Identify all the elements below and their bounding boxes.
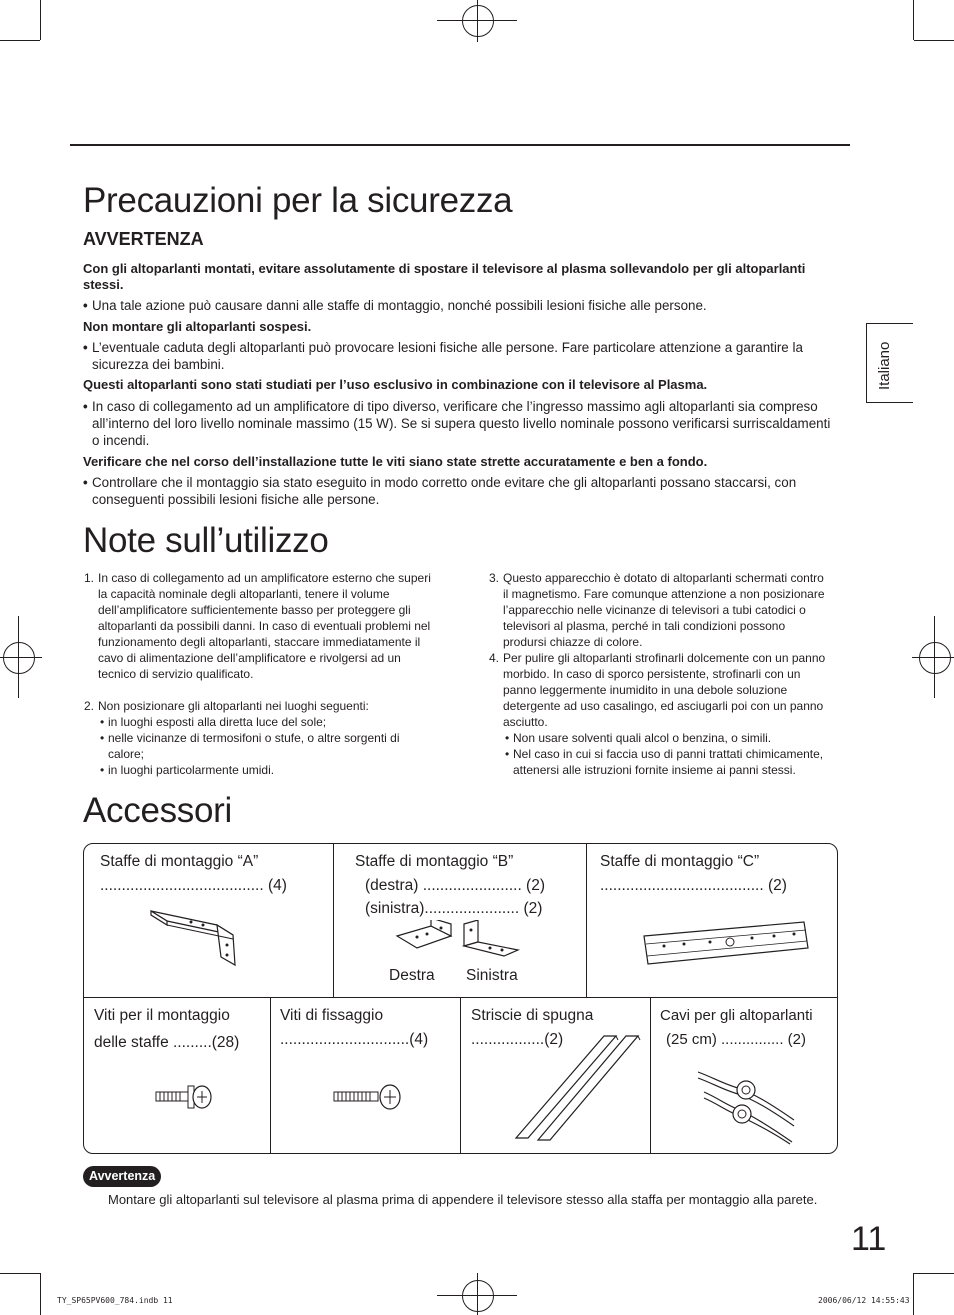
sponge-strips-icon (512, 1030, 642, 1146)
bracket-screws-qty: delle staffe .........(28) (94, 1034, 240, 1051)
bracket-c-icon (640, 918, 812, 970)
accessories-title: Accessori (83, 791, 233, 830)
speaker-cables-qty: (25 cm) ............... (2) (666, 1031, 807, 1048)
bullet: • (83, 399, 88, 414)
warning-3: Questi altoparlanti sono stati studiati per l’uso esclusivo in combinazione con il televisore al Plasma. (83, 377, 708, 392)
registration-mark (18, 616, 19, 698)
crop-mark (913, 1273, 914, 1315)
note-1: 1. In caso di collegamento ad un amplificatore esterno che superi la capacità nominale degli altoparlanti, tenere il volume dell’amplificatore sufficientemente basso per proteggere gli altoparlanti da possibili danni. In caso di eventuali problemi nel funzionamento degli altoparlanti, staccare immediatamente il cavo di alimentazione dell’amplificatore e rivolgersi ad un tecnico di servizio qualificato. (84, 571, 431, 681)
note-4: 4. Per pulire gli altoparlanti strofinarli dolcemente con un panno morbido. In caso di sporco persistente, strofinarli con un panno leggermente inumidito in una debole soluzione detergente ad uso casalingo, ed asciugarli poi con un panno asciutto. • Non usare solventi quali alcol o benzina, o simili. • Nel caso in cui si faccia uso di panni trattati chimicamente, attenersi alle istruzioni fornite insieme ai panni stessi. (489, 651, 826, 777)
crop-mark (40, 1273, 41, 1315)
speaker-cables-label: Cavi per gli altoparlanti (660, 1007, 813, 1024)
note-2: 2. Non posizionare gli altoparlanti nei luoghi seguenti: • in luoghi esposti alla diretta luce del sole; • nelle vicinanze di termosifoni o stufe, o altre sorgenti di calore; • in luoghi particolarmente umidi. (84, 699, 400, 777)
warning-2-detail: • L’eventuale caduta degli altoparlanti può provocare lesioni fisiche alle persone. Fare particolare attenzione a garantire la sicurezza dei bambini. (83, 340, 803, 372)
bullet: • (83, 298, 88, 313)
bracket-b-right-caption: Destra (389, 967, 435, 984)
speaker-cable-icon (694, 1058, 804, 1146)
language-label: Italiano (876, 341, 893, 390)
bullet: • (83, 475, 88, 490)
bracket-b-right-icon (393, 920, 455, 960)
registration-mark (919, 642, 951, 674)
safety-title: Precauzioni per la sicurezza (83, 181, 513, 220)
registration-mark (0, 657, 42, 658)
fixing-screw-icon (332, 1082, 404, 1112)
sponge-strips-qty: .................(2) (471, 1031, 564, 1048)
language-tab (866, 323, 913, 403)
bracket-a-icon (145, 905, 245, 971)
table-divider (650, 998, 651, 1153)
crop-mark (913, 0, 914, 40)
bracket-b-left-qty: (sinistra)...................... (2) (365, 900, 543, 917)
warning-1-detail: • Una tale azione può causare danni alle staffe di montaggio, nonché possibili lesioni fisiche alle persone. (83, 298, 707, 313)
crop-mark (40, 0, 41, 40)
caution-badge: Avvertenza (83, 1166, 161, 1187)
registration-mark (912, 657, 954, 658)
table-divider (586, 844, 587, 997)
fixing-screws-qty: ..............................(4) (280, 1031, 429, 1048)
table-divider (333, 844, 334, 997)
top-rule (70, 144, 850, 146)
registration-mark (477, 0, 478, 42)
bracket-screws-label: Viti per il montaggio (94, 1007, 230, 1024)
registration-mark (3, 642, 35, 674)
warning-3-detail: • In caso di collegamento ad un amplificatore di tipo diverso, verificare che l’ingresso massimo agli altoparlanti sia compreso all’interno del loro livello nominale massimo (15 W). Se si supera questo livello nominale possono verificarsi surriscaldamenti o incendi. (83, 399, 831, 448)
page-number: 11 (851, 1220, 887, 1258)
crop-mark (914, 1273, 954, 1274)
registration-mark (462, 1280, 494, 1312)
bracket-b-label: Staffe di montaggio “B” (355, 853, 514, 870)
registration-mark (934, 616, 935, 698)
table-divider (460, 998, 461, 1153)
warning-1: Con gli altoparlanti montati, evitare assolutamente di spostare il televisore al plasma sollevandolo per gli altoparlanti stessi. (83, 261, 806, 292)
footer-timestamp: 2006/06/12 14:55:43 (818, 1296, 910, 1305)
bracket-b-right-qty: (destra) ....................... (2) (365, 877, 546, 894)
bracket-a-qty: ...................................... (4) (100, 877, 287, 894)
crop-mark (914, 40, 954, 41)
bracket-b-left-caption: Sinistra (466, 967, 518, 984)
registration-mark (477, 1273, 478, 1315)
bracket-a-label: Staffe di montaggio “A” (100, 853, 259, 870)
warning-2: Non montare gli altoparlanti sospesi. (83, 319, 312, 334)
bracket-c-qty: ...................................... (2) (600, 877, 787, 894)
crop-mark (0, 1273, 40, 1274)
footer-file: TY_SP65PV600_784.indb 11 (57, 1296, 173, 1305)
warning-4-detail: • Controllare che il montaggio sia stato eseguito in modo corretto onde evitare che gli altoparlanti possano staccarsi, con conseguenti possibili lesioni fisiche alle persone. (83, 475, 797, 507)
warning-title: AVVERTENZA (83, 229, 204, 249)
warning-4: Verificare che nel corso dell’installazione tutte le viti siano state strette accuratamente e ben a fondo. (83, 454, 708, 469)
fixing-screws-label: Viti di fissaggio (280, 1007, 384, 1024)
note-3: 3. Questo apparecchio è dotato di altoparlanti schermati contro il magnetismo. Fare comunque attenzione a non posizionare l’apparecchio nelle vicinanze di televisori a tubi catodici o televisori al plasma, perché in tali condizioni possono prodursi chiazze di colore. (489, 571, 825, 649)
bullet: • (83, 340, 88, 355)
registration-mark (462, 5, 494, 37)
crop-mark (0, 40, 40, 41)
table-divider (270, 998, 271, 1153)
bracket-b-left-icon (460, 920, 524, 962)
usage-title: Note sull’utilizzo (83, 521, 329, 560)
sponge-strips-label: Striscie di spugna (471, 1007, 594, 1024)
caution-text: Montare gli altoparlanti sul televisore al plasma prima di appendere il televisore stesso alla staffa per montaggio alla parete. (108, 1192, 818, 1207)
bracket-c-label: Staffe di montaggio “C” (600, 853, 760, 870)
bracket-screw-icon (154, 1082, 214, 1112)
